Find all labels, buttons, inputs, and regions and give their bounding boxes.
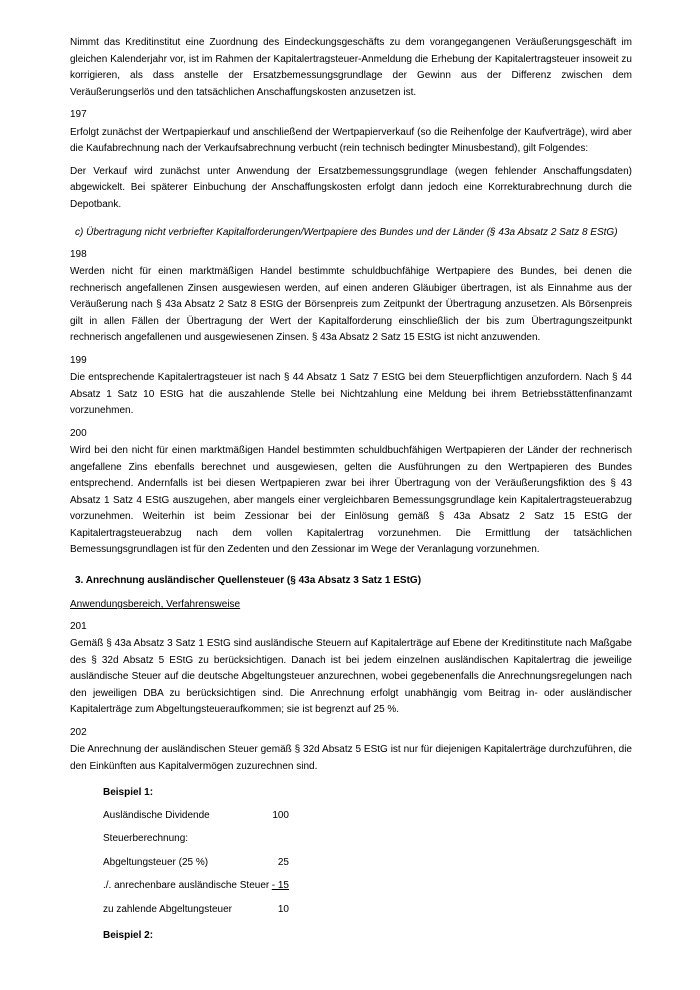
row-value: 25 [277,856,289,868]
paragraph-intro: Nimmt das Kreditinstitut eine Zuordnung des Eindeckungsgeschäfts zu dem vorangegangenen Veräußerungsgeschäft im gleichen Kalenderjahr vor, ist im Rahmen der Kapitalertragsteuer-Anmeldung die Erhebung der Kapitalertragsteuer insoweit zu korrigieren, als dass anstelle der Ersatzbemessungsgrundlage der Gewinn aus der Differenz zwischen dem Veräußerungserlös und den tatsächlichen Anschaffungskosten anzusetzen ist. [70,37,632,98]
table-row [103,878,289,895]
margin-number-197: 197 [70,109,87,120]
margin-number-200: 200 [70,427,87,439]
paragraph-197-a: Erfolgt zunächst der Wertpapierkauf und anschließend der Wertpapierverkauf (so die Reihenfolge der Kaufverträge), wird aber die Kaufabrechnung nach der Verkaufsabrechnung verbucht (rein technisch bedingter Minusbestand), gilt Folgendes: [70,126,632,154]
row-label: ./. anrechenbare ausländische Steuer [103,880,270,891]
row-label: zu zahlende Abgeltungsteuer [103,903,232,915]
section-heading-3: 3. Anrechnung ausländischer Quellensteuer (§ 43a Absatz 3 Satz 1 EStG) [75,574,422,586]
table-row [103,902,289,919]
row-value: 10 [277,903,289,915]
row-label: Abgeltungsteuer (25 %) [103,856,209,868]
section-heading-c: c) Übertragung nicht verbriefter Kapitalforderungen/Wertpapiere des Bundes und der Länder (§ 43a Absatz 2 Satz 8 EStG) [75,227,618,238]
example-1-label: Beispiel 1: [103,787,154,798]
subsection-heading: Anwendungsbereich, Verfahrensweise [70,599,241,610]
margin-number-198: 198 [70,248,87,260]
paragraph-199: Die entsprechende Kapitalertragsteuer ist nach § 44 Absatz 1 Satz 7 EStG bei dem Steuerpflichtigen anzufordern. Nach § 44 Absatz 1 Satz 10 EStG hat die auszahlende Stelle bei Nichtzahlung eine Meldung bei ihrem Betriebsstättenfinanzamt vorzunehmen. [70,372,632,416]
paragraph-198: Werden nicht für einen marktmäßigen Handel bestimmte schuldbuchfähige Wertpapiere des Bundes, bei denen die rechnerisch angefallenen Zinsen ausgewiesen werden, auf einen anderen Gläubiger übertragen, ist als Einnahme aus der Veräußerung nach § 43a Absatz 2 Satz 8 EStG der Börsenpreis zum Zeitpunkt der Übertragung anzusetzen. Als Börsenpreis gilt in allen Fällen der Übertragung der Wert der Kapitalforderung einschließlich der bis zum Übertragungszeitpunkt rechnerisch angefallenen und ausgewiesenen Zinsen. § 43a Absatz 2 Satz 15 EStG ist nicht anzuwenden. [70,266,632,343]
paragraph-202: Die Anrechnung der ausländischen Steuer gemäß § 32d Absatz 5 EStG ist nur für diejenigen Kapitalerträge durchzuführen, die den Einkünften aus Kapitalvermögen zuzurechnen sind. [70,744,632,772]
example-2-label: Beispiel 2: [103,930,154,941]
row-value-subtraction: - 15 [271,880,289,891]
row-label: Ausländische Dividende [103,809,210,821]
paragraph-201: Gemäß § 43a Absatz 3 Satz 1 EStG sind ausländische Steuern auf Kapitalerträge auf Ebene der Kreditinstitute nach Maßgabe des § 32d Absatz 5 EStG zu berücksichtigen. Danach ist bei jedem einzelnen ausländischen Kapitalertrag die jeweilige ausländische Steuer auf die deutsche Abgeltungsteuer anzurechnen, wobei gegebenenfalls die Anrechnungsregelungen nach den jeweiligen DBA zu berücksichtigen sind. Die Anrechnung erfolgt unabhängig vom Beitrag in- oder ausländischer Kapitalerträge zum Abgeltungsteueraufkommen; sie ist begrenzt auf 25 %. [70,638,632,715]
row-value: 100 [272,809,289,821]
row-label: Steuerberechnung: [103,833,189,844]
margin-number-202: 202 [70,726,87,738]
margin-number-201: 201 [70,620,87,632]
table-row [103,831,289,848]
example-1-table [70,808,632,919]
table-row [103,855,289,872]
table-row [103,808,289,825]
paragraph-200: Wird bei den nicht für einen marktmäßigen Handel bestimmten schuldbuchfähigen Wertpapieren der Länder der rechnerisch angefallene Zins ebenfalls berechnet und ausgewiesen, gelten die Ausführungen zu den Wertpapieren des Bundes entsprechend. Andernfalls ist bei diesen Wertpapieren zwar bei ihrer Übertragung von der Veräußerungsfiktion des § 43 Absatz 1 Satz 4 EStG auszugehen, aber mangels einer vergleichbaren Bemessungsgrundlage kein Kapitalertragsteuerabzug vorzunehmen. Weiterhin ist beim Zessionar bei der Einlösung gemäß § 43a Absatz 2 Satz 15 EStG der Kapitalertragsteuerabzug nach dem vollen Kapitalertrag vorzunehmen. Die Ermittlung der tatsächlichen Bemessungsgrundlagen ist für den Zedenten und den Zessionar im Wege der Veranlagung vorzunehmen. [70,445,632,555]
paragraph-197-b: Der Verkauf wird zunächst unter Anwendung der Ersatzbemessungsgrundlage (wegen fehlender Anschaffungsdaten) abgewickelt. Bei späterer Einbuchung der Anschaffungskosten erfolgt dann jedoch eine Korrekturabrechnung durch die Depotbank. [70,165,632,210]
margin-number-199: 199 [70,354,87,366]
